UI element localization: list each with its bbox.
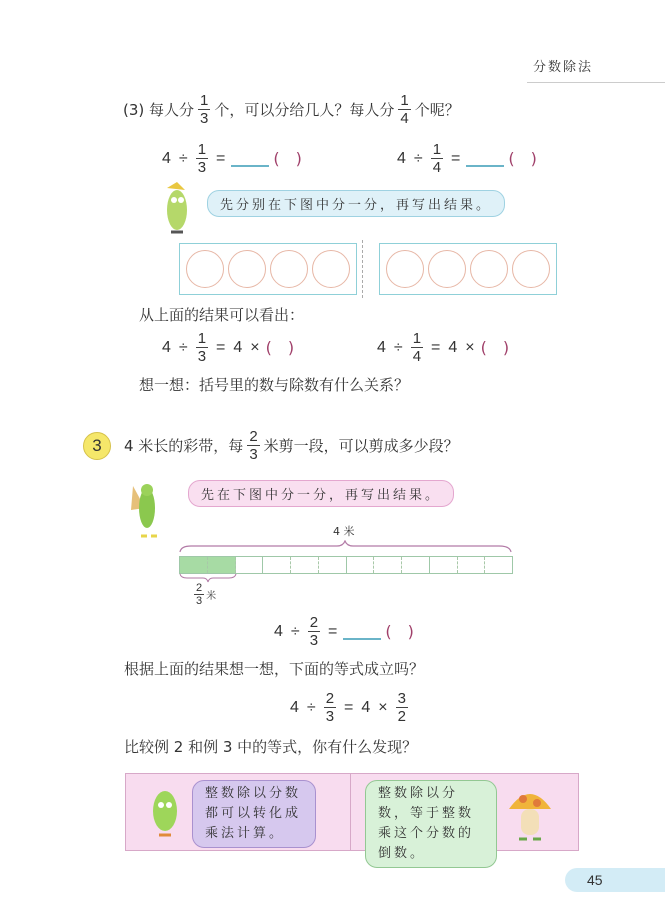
fraction: 1 3 (200, 92, 209, 127)
example-equation: 4 ÷ $\frac{2}{3}$ = ( ) (274, 614, 414, 649)
compare-text: 比较例 2 和例 3 中的等式，你有什么发现？ (124, 738, 418, 756)
bar-segment[interactable] (291, 557, 319, 573)
fraction: 1 4 (400, 92, 409, 127)
bar-segment[interactable] (430, 557, 458, 573)
bar-segment[interactable] (374, 557, 402, 573)
answer-blank[interactable] (466, 151, 504, 167)
bubble-right: 整数除以分数，等于整数乘这个分数的倒数。 (365, 780, 497, 868)
ask-text: 根据上面的结果想一想，下面的等式成立吗？ (124, 660, 425, 678)
mul-equation-left: 4 ÷ $\frac{1}{3}$ = 4 × ( ) (162, 330, 295, 365)
hint-bubble-pink: 先在下图中分一分，再写出结果。 (188, 480, 454, 507)
panel-divider (350, 774, 351, 850)
bar-segment[interactable] (402, 557, 430, 573)
segment-label: 2 3 米 (196, 582, 217, 607)
brace-top (179, 540, 512, 554)
example-badge: 3 (83, 432, 111, 460)
mushroom-character-icon (505, 785, 555, 843)
question-3 (123, 92, 460, 127)
equation-right: 4 ÷ $\frac{1}{4}$ = ( ) (397, 141, 537, 176)
chapter-header: 分数除法 (533, 60, 594, 75)
observe-text: 从上面的结果可以看出： (139, 306, 305, 324)
answer-blank[interactable] (231, 151, 269, 167)
bar-segment[interactable] (458, 557, 486, 573)
identity-equation: 4 ÷ $\frac{2}{3}$ = 4 × $\frac{3}{2}$ (290, 690, 406, 725)
ribbon-bar[interactable] (179, 556, 513, 574)
bar-segment[interactable] (208, 557, 236, 573)
bar-segment[interactable] (180, 557, 208, 573)
bar-segment[interactable] (485, 557, 512, 573)
q-text: 个呢？ (414, 101, 460, 119)
answer-blank[interactable] (343, 624, 381, 640)
equation-left: 4 ÷ $\frac{1}{3}$ = ( ) (162, 141, 302, 176)
circle-box-left[interactable] (179, 243, 357, 295)
bar-segment[interactable] (319, 557, 347, 573)
bar-segment[interactable] (347, 557, 375, 573)
q-text: (3) 每人分 (123, 101, 195, 119)
bar-segment[interactable] (263, 557, 291, 573)
bar-segment[interactable] (236, 557, 264, 573)
total-length-label: 4 米 (333, 525, 355, 538)
pea-character-icon (125, 478, 170, 542)
think-text: 想一想：括号里的数与除数有什么关系？ (139, 376, 410, 394)
q-text: 个，可以分给几人？每人分 (214, 101, 395, 119)
hint-bubble: 先分别在下图中分一分，再写出结果。 (207, 190, 505, 217)
page-number-tab: 45 (565, 868, 665, 892)
corn-character-icon (155, 180, 200, 238)
mul-equation-right: 4 ÷ $\frac{1}{4}$ = 4 × ( ) (377, 330, 510, 365)
bean-character-icon (145, 785, 185, 841)
header-rule (527, 82, 665, 83)
circle-box-right[interactable] (379, 243, 557, 295)
divider (362, 240, 363, 298)
example-question: 4 米长的彩带，每 2 3 米剪一段，可以剪成多少段？ (124, 428, 459, 463)
bubble-left: 整数除以分数都可以转化成乘法计算。 (192, 780, 316, 848)
